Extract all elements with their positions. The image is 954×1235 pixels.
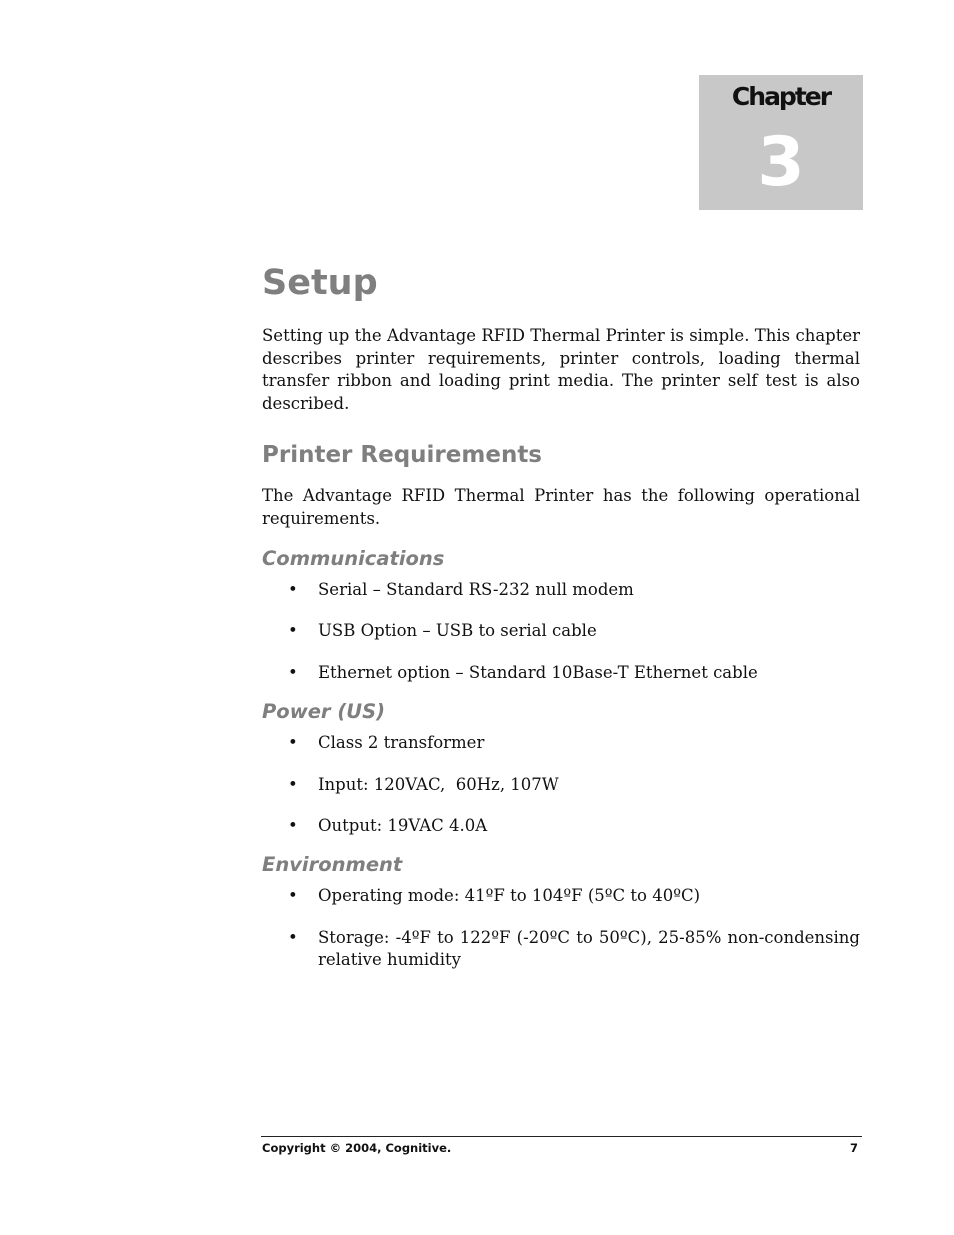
communications-list <box>262 579 860 684</box>
environment-list <box>262 885 860 972</box>
list-item <box>262 815 860 838</box>
chapter-number: 3 <box>757 123 805 202</box>
list-item <box>262 885 860 908</box>
printer-requirements-heading: Printer Requirements <box>262 441 542 468</box>
page-number: 7 <box>849 1141 858 1155</box>
power-heading: Power (US) <box>262 700 386 724</box>
list-item-text: USB Option – USB to serial cable <box>318 621 597 641</box>
page-title: Setup <box>262 263 378 303</box>
footer-divider <box>261 1136 862 1137</box>
list-item-text: Serial – Standard RS-232 null modem <box>318 580 634 600</box>
printer-requirements-text: The Advantage RFID Thermal Printer has the following operational requirements. <box>262 485 860 528</box>
list-item <box>262 927 860 972</box>
list-item-text: Input: 120VAC, 60Hz, 107W <box>318 774 559 794</box>
bullet-icon: • <box>288 927 298 947</box>
list-item <box>262 774 860 797</box>
chapter-box <box>699 75 863 210</box>
list-item-text: Storage: -4ºF to 122ºF (-20ºC to 50ºC), 25-85% non-condensing relative humidity <box>318 927 860 970</box>
bullet-icon: • <box>288 815 298 835</box>
bullet-icon: • <box>288 621 298 641</box>
bullet-icon: • <box>288 733 298 753</box>
list-item-text: Output: 19VAC 4.0A <box>318 815 488 835</box>
bullet-icon: • <box>288 662 298 682</box>
environment-heading: Environment <box>262 853 403 877</box>
power-list <box>262 732 860 837</box>
page-content <box>262 258 860 972</box>
footer-copyright: Copyright © 2004, Cognitive. <box>262 1141 452 1155</box>
communications-heading: Communications <box>262 547 445 571</box>
chapter-label: Chapter <box>731 82 831 111</box>
bullet-icon: • <box>288 886 298 906</box>
bullet-icon: • <box>288 774 298 794</box>
bullet-icon: • <box>288 580 298 600</box>
list-item-text: Class 2 transformer <box>318 733 485 753</box>
intro-paragraph: Setting up the Advantage RFID Thermal Printer is simple. This chapter describes printer requirements, printer controls, loading thermal transfer ribbon and loading print media. The printer self test is also described. <box>262 326 860 414</box>
list-item-text: Operating mode: 41ºF to 104ºF (5ºC to 40ºC) <box>318 886 701 906</box>
list-item <box>262 732 860 755</box>
list-item <box>262 662 860 685</box>
list-item <box>262 620 860 643</box>
list-item <box>262 579 860 602</box>
list-item-text: Ethernet option – Standard 10Base-T Ethernet cable <box>318 662 758 682</box>
